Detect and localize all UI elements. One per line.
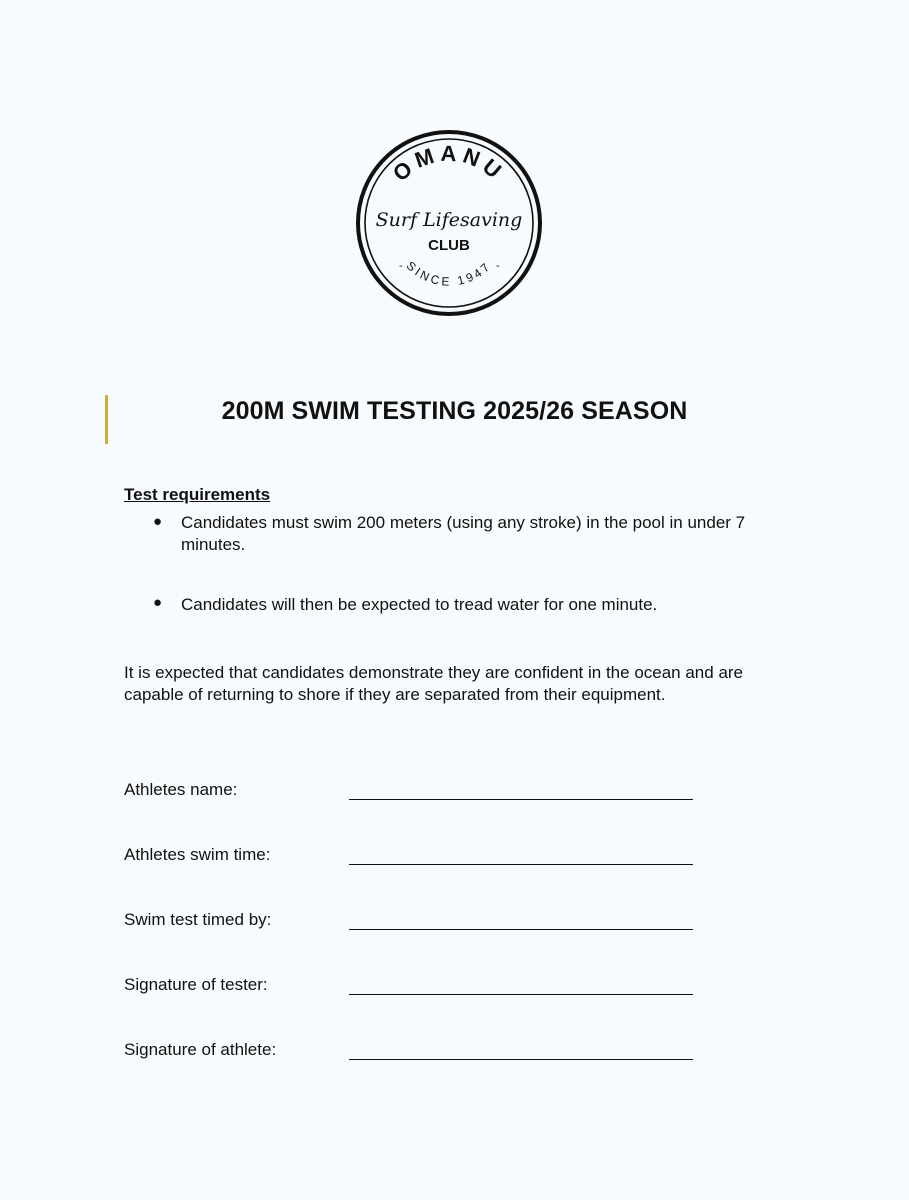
bullet-dot: ●	[153, 594, 163, 611]
athlete-signature-field[interactable]	[349, 1059, 693, 1060]
svg-text:-: -	[399, 260, 403, 272]
svg-text:Surf Lifesaving: Surf Lifesaving	[375, 209, 523, 231]
tester-signature-label: Signature of tester:	[124, 975, 268, 994]
athlete-signature-label: Signature of athlete:	[124, 1040, 277, 1059]
club-logo	[355, 129, 543, 317]
svg-text:CLUB: CLUB	[428, 237, 470, 254]
expectation-paragraph: It is expected that candidates demonstrate they are confident in the ocean and are capable of returning to shore if they are separated from their equipment.	[124, 663, 744, 704]
swim-time-label: Athletes swim time:	[124, 845, 271, 864]
requirement-item: Candidates must swim 200 meters (using any stroke) in the pool in under 7 minutes.	[181, 513, 746, 554]
page-title: 200M SWIM TESTING 2025/26 SEASON	[221, 397, 688, 425]
timed-by-field[interactable]	[349, 929, 693, 930]
svg-text:-: -	[496, 260, 500, 272]
svg-text:OMANU: OMANU	[388, 140, 511, 187]
bullet-dot: ●	[153, 513, 163, 530]
tester-signature-field[interactable]	[349, 994, 693, 995]
svg-text:SINCE 1947: SINCE 1947	[403, 258, 495, 289]
timed-by-label: Swim test timed by:	[124, 910, 272, 929]
swim-time-field[interactable]	[349, 864, 693, 865]
athlete-name-label: Athletes name:	[124, 780, 238, 799]
requirement-item: Candidates will then be expected to tread water for one minute.	[181, 595, 658, 614]
requirements-heading: Test requirements	[124, 485, 271, 504]
athlete-name-field[interactable]	[349, 799, 693, 800]
